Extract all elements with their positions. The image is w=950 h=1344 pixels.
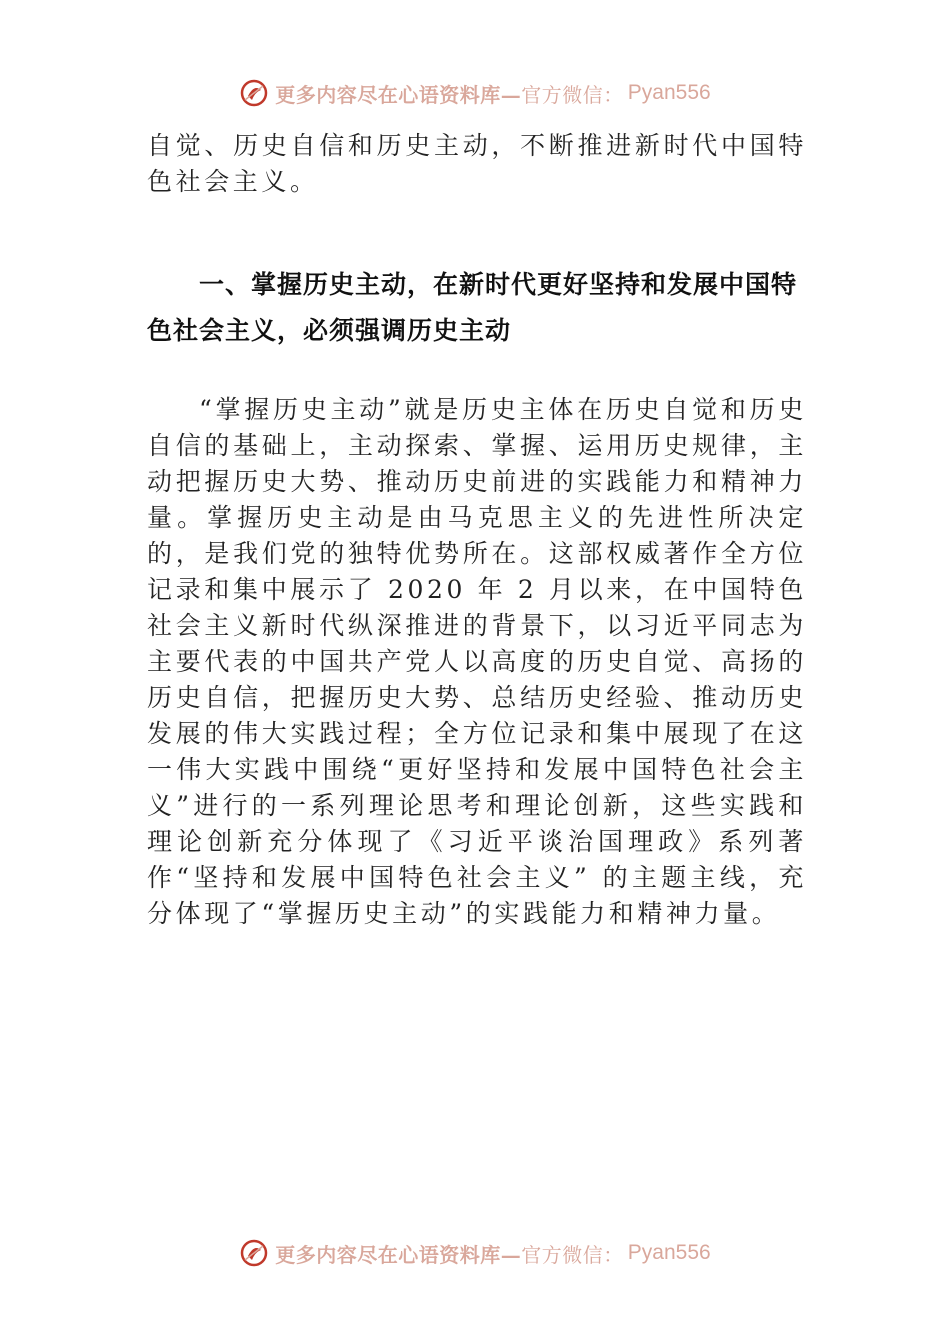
body-paragraph-text: “掌握历史主动”就是历史主体在历史自觉和历史自信的基础上，主动探索、掌握、运用历史规律，主动把握历史大势、推动历史前进的实践能力和精神力量。掌握历史主动是由马克思主义的先进性所决定的，是我们党的独特优势所在。这部权威著作全方位记录和集中展示了 2020 年 2 月以来，在中国特色社会主义新时代纵深推进的背景下，以习近平同志为主要代表的中国共产党人以高度的历史自觉、高扬的历史自信，把握历史大势、总结历史经验、推动历史发展的伟大实践过程；全方位记录和集中展现了在这一伟大实践中围绕“更好坚持和发展中国特色社会主义”进行的一系列理论思考和理论创新，这些实践和理论创新充分体现了《习近平谈治国理政》系列著作“坚持和发展中国特色社会主义” 的主题主线，充分体现了“掌握历史主动”的实践能力和精神力量。 (147, 395, 807, 928)
logo-icon (239, 78, 269, 108)
footer-watermark-banner (0, 1233, 950, 1273)
logo-icon (239, 1238, 269, 1268)
header-watermark-banner (0, 73, 950, 113)
body-paragraph (147, 392, 807, 932)
section-heading-text: 一、掌握历史主动，在新时代更好坚持和发展中国特色社会主义，必须强调历史主动 (147, 270, 798, 345)
banner-text: 更多内容尽在心语资料库— (275, 82, 522, 107)
banner-wechat-label: 官方微信： (521, 82, 624, 107)
banner-wechat-id: Pyan556 (627, 1241, 711, 1264)
banner-wechat-label: 官方微信： (521, 1242, 624, 1267)
section-heading (147, 262, 807, 354)
banner-text: 更多内容尽在心语资料库— (275, 1242, 522, 1267)
banner-wechat-id: Pyan556 (627, 81, 711, 104)
paragraph-continuation: 自觉、历史自信和历史主动，不断推进新时代中国特色社会主义。 (147, 131, 807, 196)
